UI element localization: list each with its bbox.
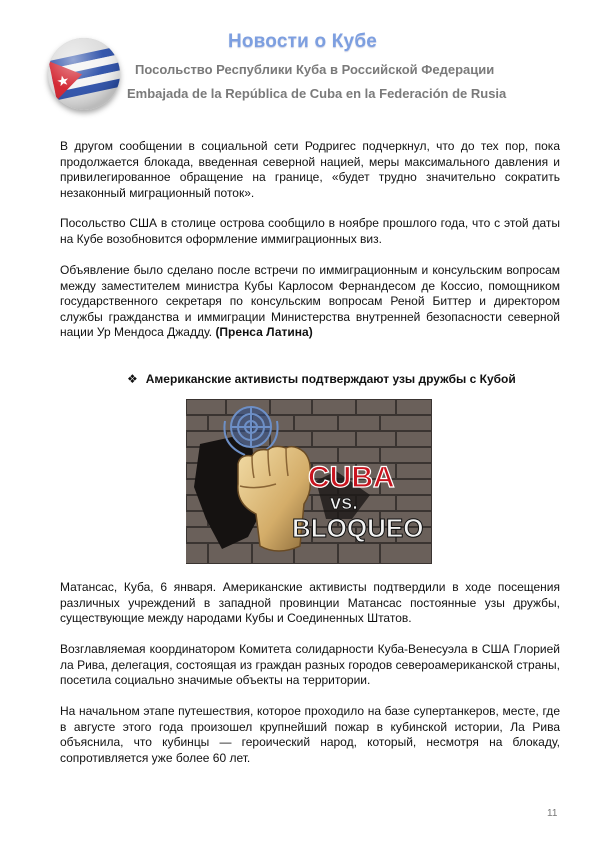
paragraph-announcement — [60, 263, 560, 341]
section-heading — [127, 372, 516, 386]
announcement-text: Объявление было сделано после встречи по иммиграционным и консульским вопросам между заместителем министра Кубы Карлосом Фернандесом де Коссио, помощником государственного секретаря по консульским вопросам Реной Биттер и директором службы гражданства и иммиграции Министерства внутренней безопасности северной нации Ур Мендоса Джадду. — [60, 263, 560, 340]
paragraph-matanzas: Матансас, Куба, 6 января. Американские активисты подтвердили в ходе посещения различных учреждений в западной провинции Матансас постоянные узы дружбы, существующие между народами Кубы и Соединенных Штатов. — [60, 580, 560, 626]
paragraph-supertankers: На начальном этапе путешествия, которое проходило на базе супертанкеров, месте, где в августе этого года произошел крупнейший пожар в кубинской истории, Ла Рива объяснила, что кубинцы — героический народ, который, несмотря на блокаду, сопротивляется уже более 60 лет. — [60, 704, 560, 765]
page-number: 11 — [547, 808, 558, 819]
image-text-vs: vs. — [330, 492, 358, 514]
section-heading-text: Американские активисты подтверждают узы дружбы с Кубой — [145, 372, 516, 386]
image-text-cuba: CUBA — [308, 461, 395, 494]
source-label: (Пренса Латина) — [215, 325, 313, 340]
paragraph-rodriguez: В другом сообщении в социальной сети Родригес подчеркнул, что до тех пор, пока продолжается блокада, введенная северной нацией, меры максимального давления и привилегированное обращение на границе, «будет трудно значительно сократить незаконный миграционный поток». — [60, 139, 560, 200]
embassy-name-ru: Посольство Республики Куба в Российской Федерации — [135, 62, 495, 77]
cuba-vs-bloqueo-image — [186, 399, 432, 564]
diamond-bullet-icon: ❖ — [127, 372, 138, 386]
newsletter-title: Новости о Кубе — [227, 31, 378, 52]
paragraph-delegation: Возглавляемая координатором Комитета солидарности Куба-Венесуэла в США Глорией ла Рива, делегация, состоящая из граждан разных городов североамериканской страны, посетила социально значимые объекты на территории. — [60, 642, 560, 688]
paragraph-embassy-visas: Посольство США в столице острова сообщило в ноябре прошлого года, что с этой даты на Кубе возобновится оформление иммиграционных виз. — [60, 216, 560, 246]
image-text-bloqueo: BLOQUEO — [292, 513, 424, 543]
embassy-name-es: Embajada de la República de Cuba en la Federación de Rusia — [127, 86, 507, 101]
